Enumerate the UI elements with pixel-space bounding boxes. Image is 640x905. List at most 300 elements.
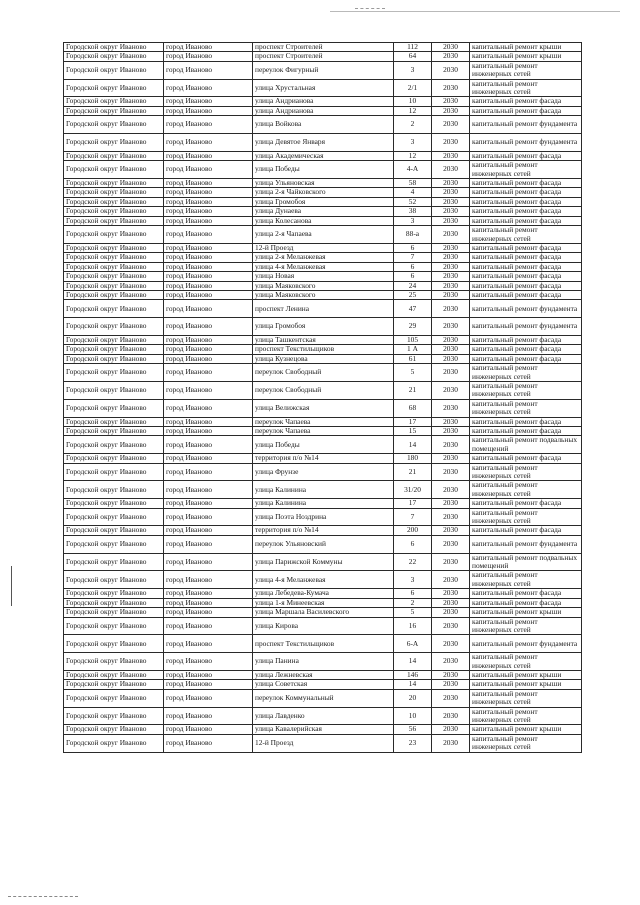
city-cell: город Иваново [164, 243, 253, 252]
repair-schedule-table [63, 42, 582, 753]
street-cell: улица Поэта Ноздрина [253, 508, 394, 526]
city-cell: город Иваново [164, 571, 253, 589]
year-cell: 2030 [432, 52, 470, 61]
year-cell: 2030 [432, 226, 470, 244]
street-cell: улица Советская [253, 680, 394, 689]
table-row [64, 725, 582, 734]
table-row [64, 188, 582, 197]
year-cell: 2030 [432, 207, 470, 216]
house-number-cell: 17 [394, 417, 432, 426]
year-cell: 2030 [432, 725, 470, 734]
table-row [64, 52, 582, 61]
table-row [64, 97, 582, 106]
district-cell: Городской округ Иваново [64, 272, 164, 281]
work-type-cell: капитальный ремонт фасада [470, 417, 582, 426]
table-row [64, 463, 582, 481]
street-cell: улица Ульяновская [253, 179, 394, 188]
district-cell: Городской округ Иваново [64, 608, 164, 617]
district-cell: Городской округ Иваново [64, 499, 164, 508]
work-type-cell: капитальный ремонт фасада [470, 598, 582, 607]
table-row [64, 354, 582, 363]
district-cell: Городской округ Иваново [64, 734, 164, 752]
district-cell: Городской округ Иваново [64, 161, 164, 179]
district-cell: Городской округ Иваново [64, 535, 164, 553]
house-number-cell: 61 [394, 354, 432, 363]
district-cell: Городской округ Иваново [64, 134, 164, 152]
table-row [64, 553, 582, 571]
street-cell: улица Академическая [253, 151, 394, 160]
year-cell: 2030 [432, 670, 470, 679]
city-cell: город Иваново [164, 290, 253, 299]
table-row [64, 79, 582, 97]
district-cell: Городской округ Иваново [64, 571, 164, 589]
district-cell: Городской округ Иваново [64, 463, 164, 481]
work-type-cell: капитальный ремонт фасада [470, 188, 582, 197]
year-cell: 2030 [432, 427, 470, 436]
street-cell: улица Калинина [253, 499, 394, 508]
year-cell: 2030 [432, 381, 470, 399]
work-type-cell: капитальный ремонт фасада [470, 179, 582, 188]
work-type-cell: капитальный ремонт фасада [470, 454, 582, 463]
street-cell: улица 2-я Меланжевая [253, 253, 394, 262]
table-row [64, 61, 582, 79]
district-cell: Городской округ Иваново [64, 725, 164, 734]
city-cell: город Иваново [164, 207, 253, 216]
year-cell: 2030 [432, 499, 470, 508]
street-cell: улица Победы [253, 436, 394, 454]
city-cell: город Иваново [164, 670, 253, 679]
bottom-scan-dash [8, 896, 78, 897]
year-cell: 2030 [432, 535, 470, 553]
street-cell: улица Войкова [253, 116, 394, 134]
year-cell: 2030 [432, 43, 470, 52]
district-cell: Городской округ Иваново [64, 399, 164, 417]
year-cell: 2030 [432, 436, 470, 454]
district-cell: Городской округ Иваново [64, 689, 164, 707]
table-row [64, 106, 582, 115]
district-cell: Городской округ Иваново [64, 97, 164, 106]
house-number-cell: 6 [394, 262, 432, 271]
street-cell: переулок Ульяновский [253, 535, 394, 553]
district-cell: Городской округ Иваново [64, 364, 164, 382]
table-row [64, 399, 582, 417]
house-number-cell: 180 [394, 454, 432, 463]
year-cell: 2030 [432, 653, 470, 671]
work-type-cell: капитальный ремонт фундамента [470, 134, 582, 152]
district-cell: Городской округ Иваново [64, 553, 164, 571]
district-cell: Городской округ Иваново [64, 262, 164, 271]
year-cell: 2030 [432, 134, 470, 152]
street-cell: 12-й Проезд [253, 734, 394, 752]
city-cell: город Иваново [164, 300, 253, 318]
district-cell: Городской округ Иваново [64, 281, 164, 290]
table-row [64, 243, 582, 252]
year-cell: 2030 [432, 179, 470, 188]
street-cell: улица Кавалерийская [253, 725, 394, 734]
year-cell: 2030 [432, 571, 470, 589]
city-cell: город Иваново [164, 216, 253, 225]
left-margin-mark [11, 566, 12, 606]
work-type-cell: капитальный ремонт крыши [470, 670, 582, 679]
year-cell: 2030 [432, 399, 470, 417]
house-number-cell: 200 [394, 526, 432, 535]
district-cell: Городской округ Иваново [64, 680, 164, 689]
street-cell: улица Кирова [253, 617, 394, 635]
house-number-cell: 5 [394, 364, 432, 382]
year-cell: 2030 [432, 454, 470, 463]
city-cell: город Иваново [164, 481, 253, 499]
house-number-cell: 21 [394, 463, 432, 481]
street-cell: улица Маршала Василевского [253, 608, 394, 617]
house-number-cell: 7 [394, 253, 432, 262]
work-type-cell: капитальный ремонт фасада [470, 290, 582, 299]
year-cell: 2030 [432, 680, 470, 689]
city-cell: город Иваново [164, 188, 253, 197]
house-number-cell: 14 [394, 436, 432, 454]
table-row [64, 707, 582, 725]
street-cell: улица 2-я Чапаева [253, 226, 394, 244]
city-cell: город Иваново [164, 335, 253, 344]
work-type-cell: капитальный ремонт фасада [470, 197, 582, 206]
city-cell: город Иваново [164, 79, 253, 97]
district-cell: Городской округ Иваново [64, 481, 164, 499]
city-cell: город Иваново [164, 436, 253, 454]
table-row [64, 608, 582, 617]
city-cell: город Иваново [164, 734, 253, 752]
district-cell: Городской округ Иваново [64, 454, 164, 463]
table-row [64, 134, 582, 152]
street-cell: проспект Строителей [253, 43, 394, 52]
house-number-cell: 10 [394, 97, 432, 106]
district-cell: Городской округ Иваново [64, 52, 164, 61]
city-cell: город Иваново [164, 134, 253, 152]
district-cell: Городской округ Иваново [64, 653, 164, 671]
house-number-cell: 22 [394, 553, 432, 571]
street-cell: улица Лебедева-Кумача [253, 589, 394, 598]
table-row [64, 571, 582, 589]
table-row [64, 281, 582, 290]
table-row [64, 481, 582, 499]
city-cell: город Иваново [164, 707, 253, 725]
work-type-cell: капитальный ремонт инженерных сетей [470, 161, 582, 179]
work-type-cell: капитальный ремонт фасада [470, 253, 582, 262]
city-cell: город Иваново [164, 589, 253, 598]
house-number-cell: 6-А [394, 635, 432, 653]
year-cell: 2030 [432, 707, 470, 725]
city-cell: город Иваново [164, 106, 253, 115]
work-type-cell: капитальный ремонт фасада [470, 207, 582, 216]
year-cell: 2030 [432, 300, 470, 318]
work-type-cell: капитальный ремонт инженерных сетей [470, 226, 582, 244]
street-cell: улица Ташкентская [253, 335, 394, 344]
work-type-cell: капитальный ремонт подвальных помещений [470, 436, 582, 454]
house-number-cell: 47 [394, 300, 432, 318]
work-type-cell: капитальный ремонт фасада [470, 499, 582, 508]
street-cell: улица Велижская [253, 399, 394, 417]
street-cell: 12-й Проезд [253, 243, 394, 252]
district-cell: Городской округ Иваново [64, 197, 164, 206]
street-cell: проспект Текстильщиков [253, 345, 394, 354]
house-number-cell: 3 [394, 571, 432, 589]
district-cell: Городской округ Иваново [64, 43, 164, 52]
work-type-cell: капитальный ремонт крыши [470, 725, 582, 734]
work-type-cell: капитальный ремонт фундамента [470, 300, 582, 318]
city-cell: город Иваново [164, 463, 253, 481]
district-cell: Городской округ Иваново [64, 79, 164, 97]
street-cell: проспект Ленина [253, 300, 394, 318]
district-cell: Городской округ Иваново [64, 707, 164, 725]
city-cell: город Иваново [164, 417, 253, 426]
city-cell: город Иваново [164, 499, 253, 508]
street-cell: территория п/о №14 [253, 526, 394, 535]
house-number-cell: 17 [394, 499, 432, 508]
street-cell: территория п/о №14 [253, 454, 394, 463]
work-type-cell: капитальный ремонт инженерных сетей [470, 364, 582, 382]
city-cell: город Иваново [164, 354, 253, 363]
work-type-cell: капитальный ремонт фасада [470, 97, 582, 106]
house-number-cell: 12 [394, 106, 432, 115]
house-number-cell: 105 [394, 335, 432, 344]
work-type-cell: капитальный ремонт фасада [470, 427, 582, 436]
city-cell: город Иваново [164, 262, 253, 271]
year-cell: 2030 [432, 79, 470, 97]
house-number-cell: 23 [394, 734, 432, 752]
district-cell: Городской округ Иваново [64, 617, 164, 635]
house-number-cell: 4-А [394, 161, 432, 179]
district-cell: Городской округ Иваново [64, 508, 164, 526]
city-cell: город Иваново [164, 680, 253, 689]
table-row [64, 300, 582, 318]
district-cell: Городской округ Иваново [64, 598, 164, 607]
city-cell: город Иваново [164, 345, 253, 354]
year-cell: 2030 [432, 188, 470, 197]
house-number-cell: 88-а [394, 226, 432, 244]
table-row [64, 381, 582, 399]
city-cell: город Иваново [164, 553, 253, 571]
work-type-cell: капитальный ремонт фундамента [470, 116, 582, 134]
street-cell: улица Андрианова [253, 97, 394, 106]
house-number-cell: 58 [394, 179, 432, 188]
street-cell: улица Громобоя [253, 318, 394, 336]
house-number-cell: 112 [394, 43, 432, 52]
top-scan-line [330, 11, 620, 12]
city-cell: город Иваново [164, 427, 253, 436]
city-cell: город Иваново [164, 226, 253, 244]
city-cell: город Иваново [164, 689, 253, 707]
street-cell: переулок Коммунальный [253, 689, 394, 707]
city-cell: город Иваново [164, 97, 253, 106]
table-row [64, 179, 582, 188]
table-row [64, 689, 582, 707]
table-row [64, 216, 582, 225]
table-row [64, 197, 582, 206]
year-cell: 2030 [432, 116, 470, 134]
city-cell: город Иваново [164, 454, 253, 463]
house-number-cell: 6 [394, 589, 432, 598]
top-scan-dash [355, 8, 385, 9]
house-number-cell: 14 [394, 680, 432, 689]
city-cell: город Иваново [164, 151, 253, 160]
work-type-cell: капитальный ремонт фасада [470, 216, 582, 225]
street-cell: улица Дунаева [253, 207, 394, 216]
house-number-cell: 14 [394, 653, 432, 671]
house-number-cell: 64 [394, 52, 432, 61]
street-cell: улица Маяковского [253, 281, 394, 290]
table-row [64, 272, 582, 281]
city-cell: город Иваново [164, 197, 253, 206]
work-type-cell: капитальный ремонт инженерных сетей [470, 571, 582, 589]
work-type-cell: капитальный ремонт инженерных сетей [470, 463, 582, 481]
city-cell: город Иваново [164, 508, 253, 526]
street-cell: улица Андрианова [253, 106, 394, 115]
table-row [64, 345, 582, 354]
house-number-cell: 56 [394, 725, 432, 734]
district-cell: Городской округ Иваново [64, 345, 164, 354]
district-cell: Городской округ Иваново [64, 318, 164, 336]
year-cell: 2030 [432, 243, 470, 252]
table-row [64, 653, 582, 671]
year-cell: 2030 [432, 463, 470, 481]
house-number-cell: 3 [394, 61, 432, 79]
street-cell: улица Новая [253, 272, 394, 281]
year-cell: 2030 [432, 335, 470, 344]
street-cell: улица Колесанова [253, 216, 394, 225]
table-row [64, 151, 582, 160]
city-cell: город Иваново [164, 399, 253, 417]
street-cell: переулок Фигурный [253, 61, 394, 79]
district-cell: Городской округ Иваново [64, 151, 164, 160]
work-type-cell: капитальный ремонт инженерных сетей [470, 399, 582, 417]
street-cell: улица Девятое Января [253, 134, 394, 152]
year-cell: 2030 [432, 417, 470, 426]
city-cell: город Иваново [164, 608, 253, 617]
district-cell: Городской округ Иваново [64, 526, 164, 535]
work-type-cell: капитальный ремонт фасада [470, 589, 582, 598]
year-cell: 2030 [432, 734, 470, 752]
work-type-cell: капитальный ремонт фасада [470, 272, 582, 281]
house-number-cell: 24 [394, 281, 432, 290]
house-number-cell: 20 [394, 689, 432, 707]
work-type-cell: капитальный ремонт фундамента [470, 535, 582, 553]
street-cell: улица Панина [253, 653, 394, 671]
work-type-cell: капитальный ремонт фасада [470, 106, 582, 115]
table-row [64, 262, 582, 271]
street-cell: улица 2-я Чайковского [253, 188, 394, 197]
district-cell: Городской округ Иваново [64, 589, 164, 598]
work-type-cell: капитальный ремонт фундамента [470, 318, 582, 336]
work-type-cell: капитальный ремонт фасада [470, 345, 582, 354]
house-number-cell: 146 [394, 670, 432, 679]
work-type-cell: капитальный ремонт фасада [470, 281, 582, 290]
year-cell: 2030 [432, 262, 470, 271]
city-cell: город Иваново [164, 364, 253, 382]
district-cell: Городской округ Иваново [64, 335, 164, 344]
table-row [64, 499, 582, 508]
district-cell: Городской округ Иваново [64, 670, 164, 679]
year-cell: 2030 [432, 553, 470, 571]
work-type-cell: капитальный ремонт крыши [470, 52, 582, 61]
district-cell: Городской округ Иваново [64, 61, 164, 79]
table-row [64, 454, 582, 463]
street-cell: переулок Свободный [253, 381, 394, 399]
house-number-cell: 6 [394, 272, 432, 281]
year-cell: 2030 [432, 635, 470, 653]
district-cell: Городской округ Иваново [64, 635, 164, 653]
street-cell: улица 4-я Меланжевая [253, 262, 394, 271]
work-type-cell: капитальный ремонт фасада [470, 335, 582, 344]
district-cell: Городской округ Иваново [64, 216, 164, 225]
district-cell: Городской округ Иваново [64, 290, 164, 299]
street-cell: улица Хрустальная [253, 79, 394, 97]
city-cell: город Иваново [164, 526, 253, 535]
work-type-cell: капитальный ремонт инженерных сетей [470, 653, 582, 671]
street-cell: улица Громобоя [253, 197, 394, 206]
year-cell: 2030 [432, 364, 470, 382]
year-cell: 2030 [432, 97, 470, 106]
district-cell: Городской округ Иваново [64, 207, 164, 216]
house-number-cell: 12 [394, 151, 432, 160]
house-number-cell: 10 [394, 707, 432, 725]
street-cell: проспект Текстильщиков [253, 635, 394, 653]
district-cell: Городской округ Иваново [64, 253, 164, 262]
district-cell: Городской округ Иваново [64, 381, 164, 399]
table-row [64, 508, 582, 526]
house-number-cell: 5 [394, 608, 432, 617]
city-cell: город Иваново [164, 161, 253, 179]
table-body [64, 43, 582, 753]
house-number-cell: 21 [394, 381, 432, 399]
city-cell: город Иваново [164, 272, 253, 281]
city-cell: город Иваново [164, 617, 253, 635]
year-cell: 2030 [432, 197, 470, 206]
street-cell: улица Победы [253, 161, 394, 179]
district-cell: Городской округ Иваново [64, 417, 164, 426]
table-row [64, 290, 582, 299]
table-row [64, 226, 582, 244]
table-row [64, 734, 582, 752]
house-number-cell: 16 [394, 617, 432, 635]
district-cell: Городской округ Иваново [64, 243, 164, 252]
city-cell: город Иваново [164, 116, 253, 134]
house-number-cell: 2/1 [394, 79, 432, 97]
street-cell: улица Парижской Коммуны [253, 553, 394, 571]
year-cell: 2030 [432, 508, 470, 526]
work-type-cell: капитальный ремонт фасада [470, 151, 582, 160]
table-row [64, 116, 582, 134]
house-number-cell: 1 А [394, 345, 432, 354]
district-cell: Городской округ Иваново [64, 226, 164, 244]
city-cell: город Иваново [164, 179, 253, 188]
year-cell: 2030 [432, 151, 470, 160]
year-cell: 2030 [432, 290, 470, 299]
year-cell: 2030 [432, 272, 470, 281]
year-cell: 2030 [432, 345, 470, 354]
year-cell: 2030 [432, 106, 470, 115]
city-cell: город Иваново [164, 43, 253, 52]
street-cell: переулок Свободный [253, 364, 394, 382]
table-row [64, 535, 582, 553]
year-cell: 2030 [432, 253, 470, 262]
house-number-cell: 25 [394, 290, 432, 299]
city-cell: город Иваново [164, 318, 253, 336]
table-row [64, 436, 582, 454]
table-row [64, 335, 582, 344]
table-row [64, 318, 582, 336]
table-row [64, 635, 582, 653]
house-number-cell: 6 [394, 535, 432, 553]
table-row [64, 43, 582, 52]
work-type-cell: капитальный ремонт инженерных сетей [470, 617, 582, 635]
